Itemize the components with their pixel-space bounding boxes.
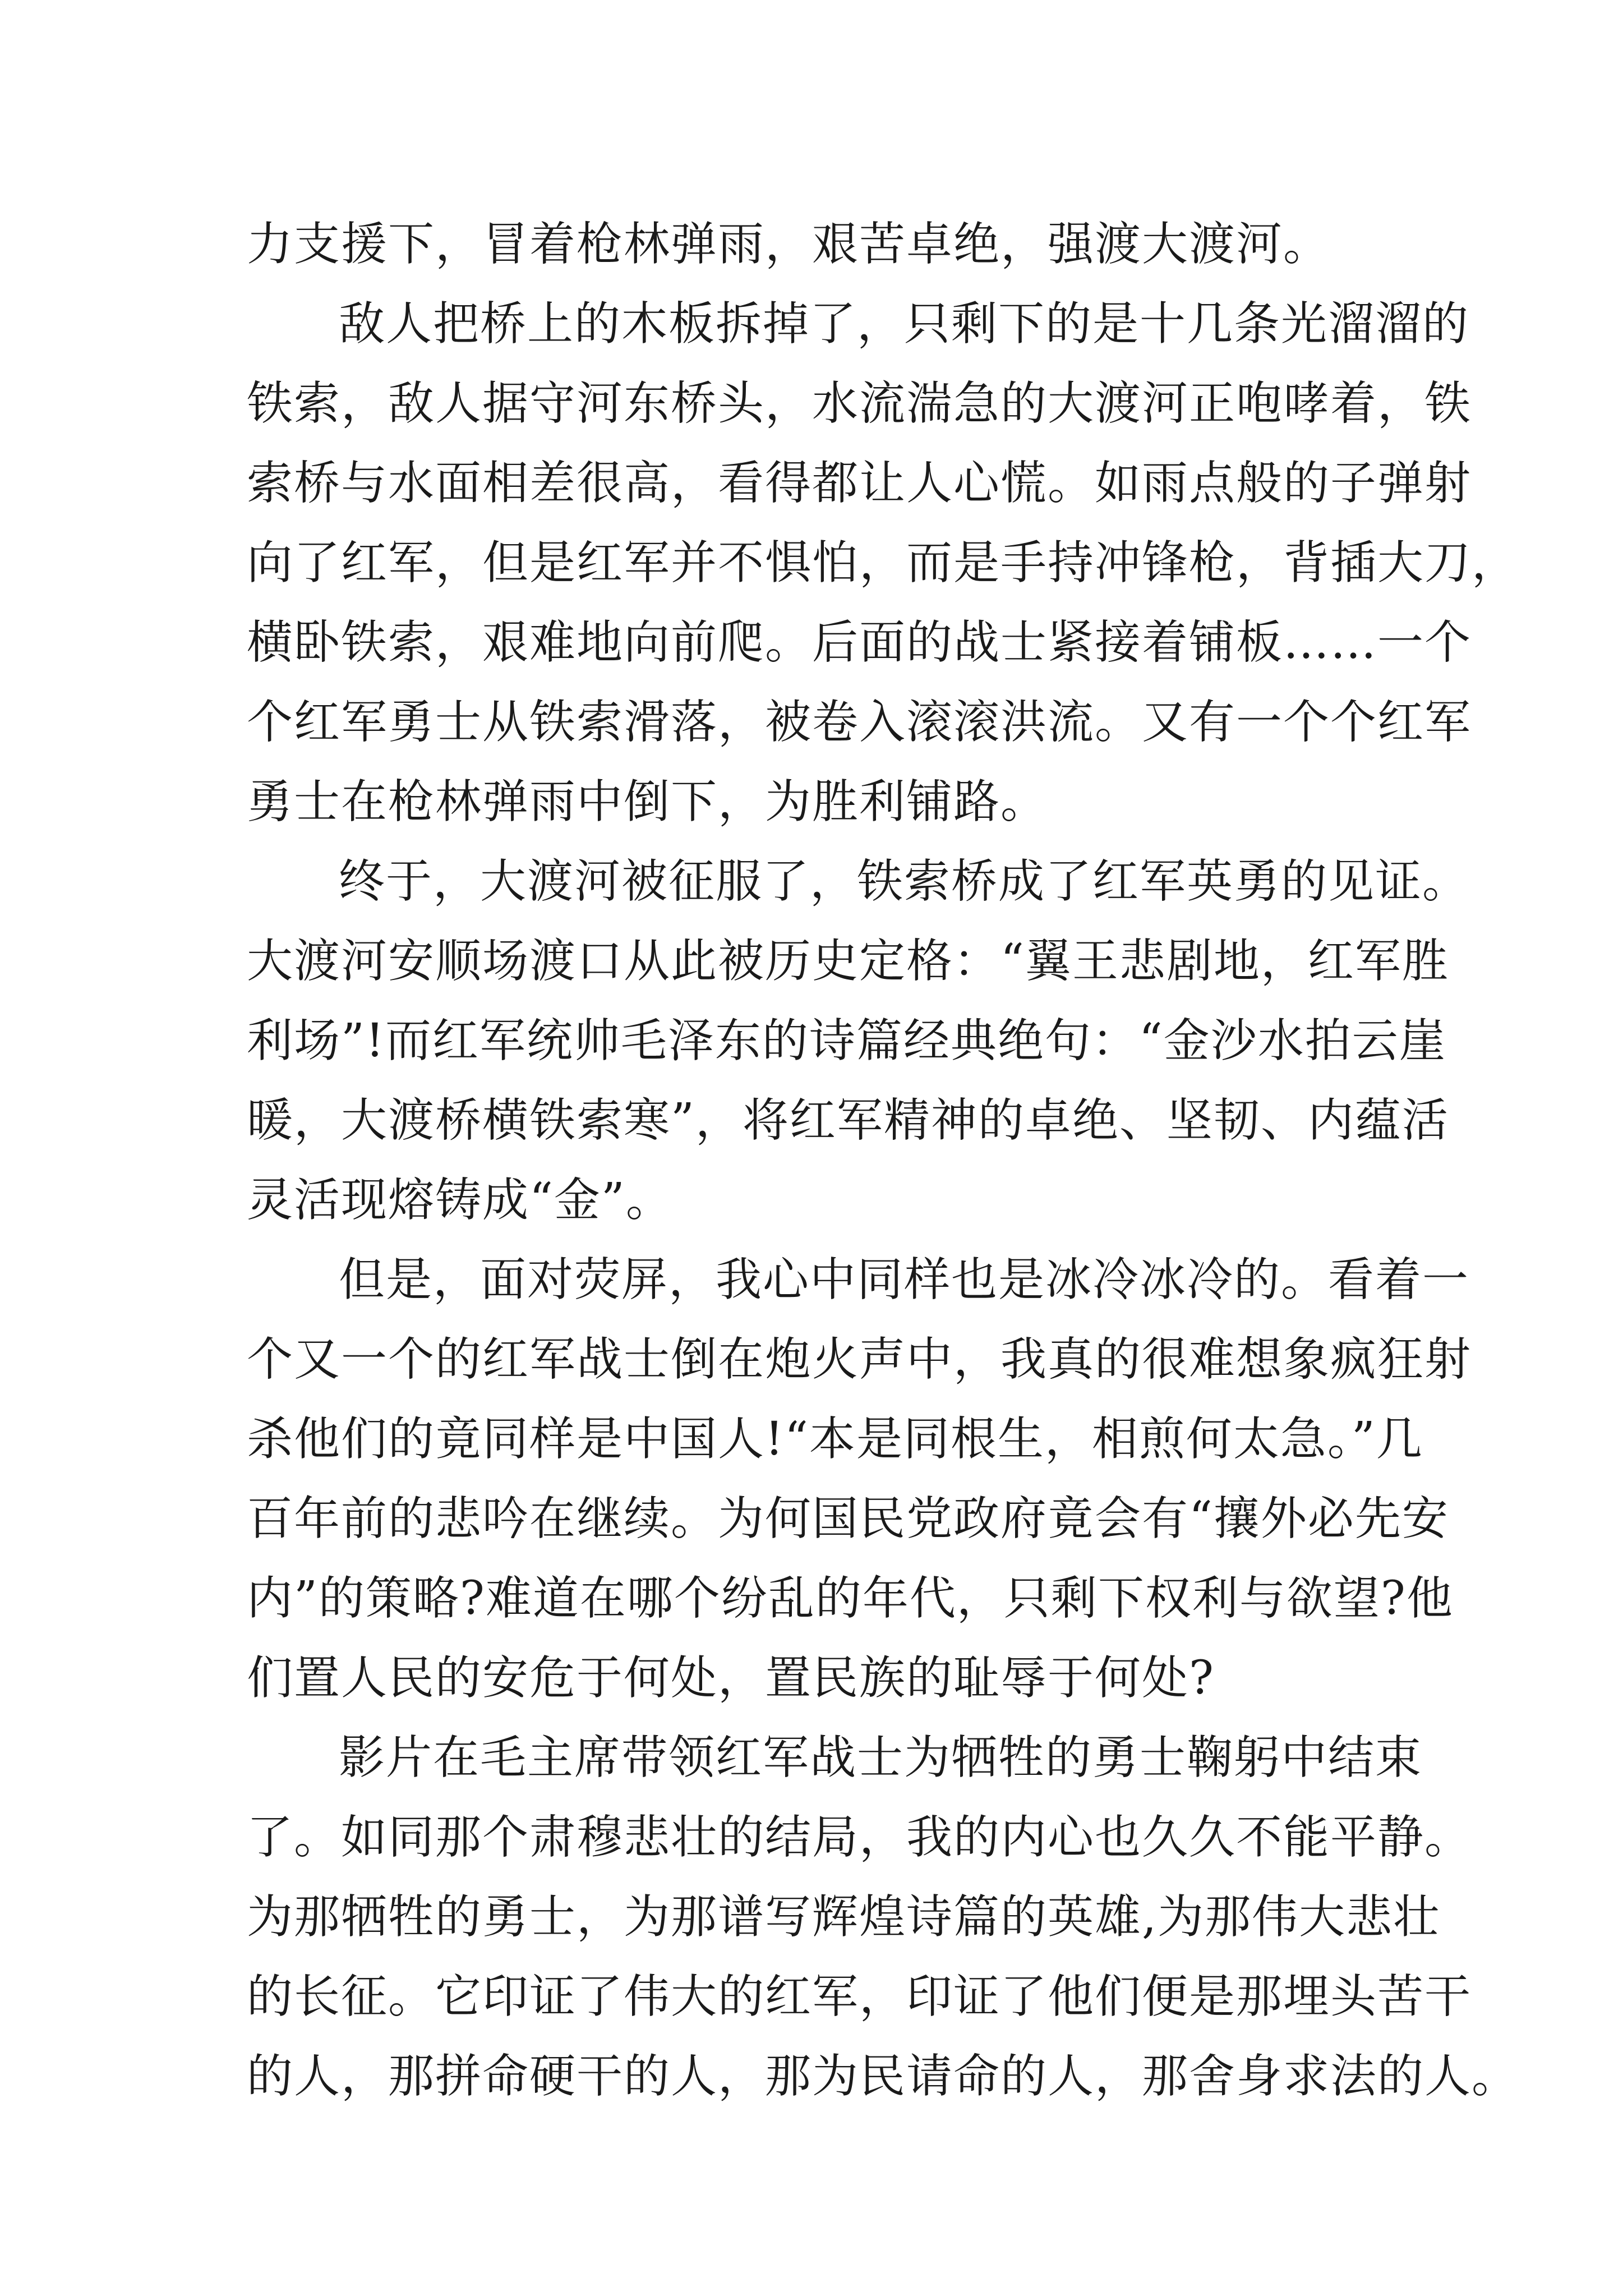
text-line: 的长征。它印证了伟大的红军，印证了他们便是那埋头苦干: [247, 1970, 1472, 2023]
text-line: 灵活现熔铸成“金”。: [247, 1174, 673, 1227]
paragraph-start-line: 影片在毛主席带领红军战士为牺牲的勇士鞠躬中结束: [339, 1731, 1423, 1784]
text-line: 力支援下，冒着枪林弹雨，艰苦卓绝，强渡大渡河。: [247, 218, 1331, 271]
text-line: 利场”!而红军统帅毛泽东的诗篇经典绝句：“金沙水拍云崖: [247, 1014, 1446, 1068]
text-line: 个又一个的红军战士倒在炮火声中，我真的很难想象疯狂射: [247, 1333, 1472, 1386]
text-line: 暖，大渡桥横铁索寒”，将红军精神的卓绝、坚韧、内蕴活: [247, 1094, 1449, 1147]
text-line: 杀他们的竟同样是中国人!“本是同根生，相煎何太急。”几: [247, 1412, 1423, 1466]
text-line: 为那牺牲的勇士，为那谱写辉煌诗篇的英雄,为那伟大悲壮: [247, 1890, 1441, 1944]
text-line: 铁索，敌人据守河东桥头，水流湍急的大渡河正咆哮着，铁: [247, 377, 1472, 430]
paragraph-start-line: 敌人把桥上的木板拆掉了，只剩下的是十几条光溜溜的: [339, 297, 1470, 351]
text-line: 个红军勇士从铁索滑落，被卷入滚滚洪流。又有一个个红军: [247, 696, 1472, 749]
text-line: 横卧铁索，艰难地向前爬。后面的战士紧接着铺板……一个: [247, 616, 1472, 669]
text-line: 们置人民的安危于何处，置民族的耻辱于何处?: [247, 1651, 1215, 1705]
text-line: 勇士在枪林弹雨中倒下，为胜利铺路。: [247, 775, 1048, 829]
paragraph-start-line: 终于，大渡河被征服了，铁索桥成了红军英勇的见证。: [339, 855, 1470, 908]
text-line: 了。如同那个肃穆悲壮的结局，我的内心也久久不能平静。: [247, 1811, 1472, 1864]
text-line: 索桥与水面相差很高，看得都让人心慌。如雨点般的子弹射: [247, 457, 1472, 510]
document-body: [247, 205, 1519, 2116]
paragraph-start-line: 但是，面对荧屏，我心中同样也是冰冷冰冷的。看着一: [339, 1253, 1470, 1306]
text-line: 的人，那拼命硬干的人，那为民请命的人，那舍身求法的人。: [247, 2050, 1519, 2103]
text-line: 大渡河安顺场渡口从此被历史定格：“翼王悲剧地，红军胜: [247, 935, 1449, 988]
text-line: 百年前的悲吟在继续。为何国民党政府竟会有“攘外必先安: [247, 1492, 1449, 1545]
text-line: 向了红军，但是红军并不惧怕，而是手持冲锋枪，背插大刀，: [247, 536, 1519, 590]
text-line: 内”的策略?难道在哪个纷乱的年代，只剩下权利与欲望?他: [247, 1572, 1454, 1625]
